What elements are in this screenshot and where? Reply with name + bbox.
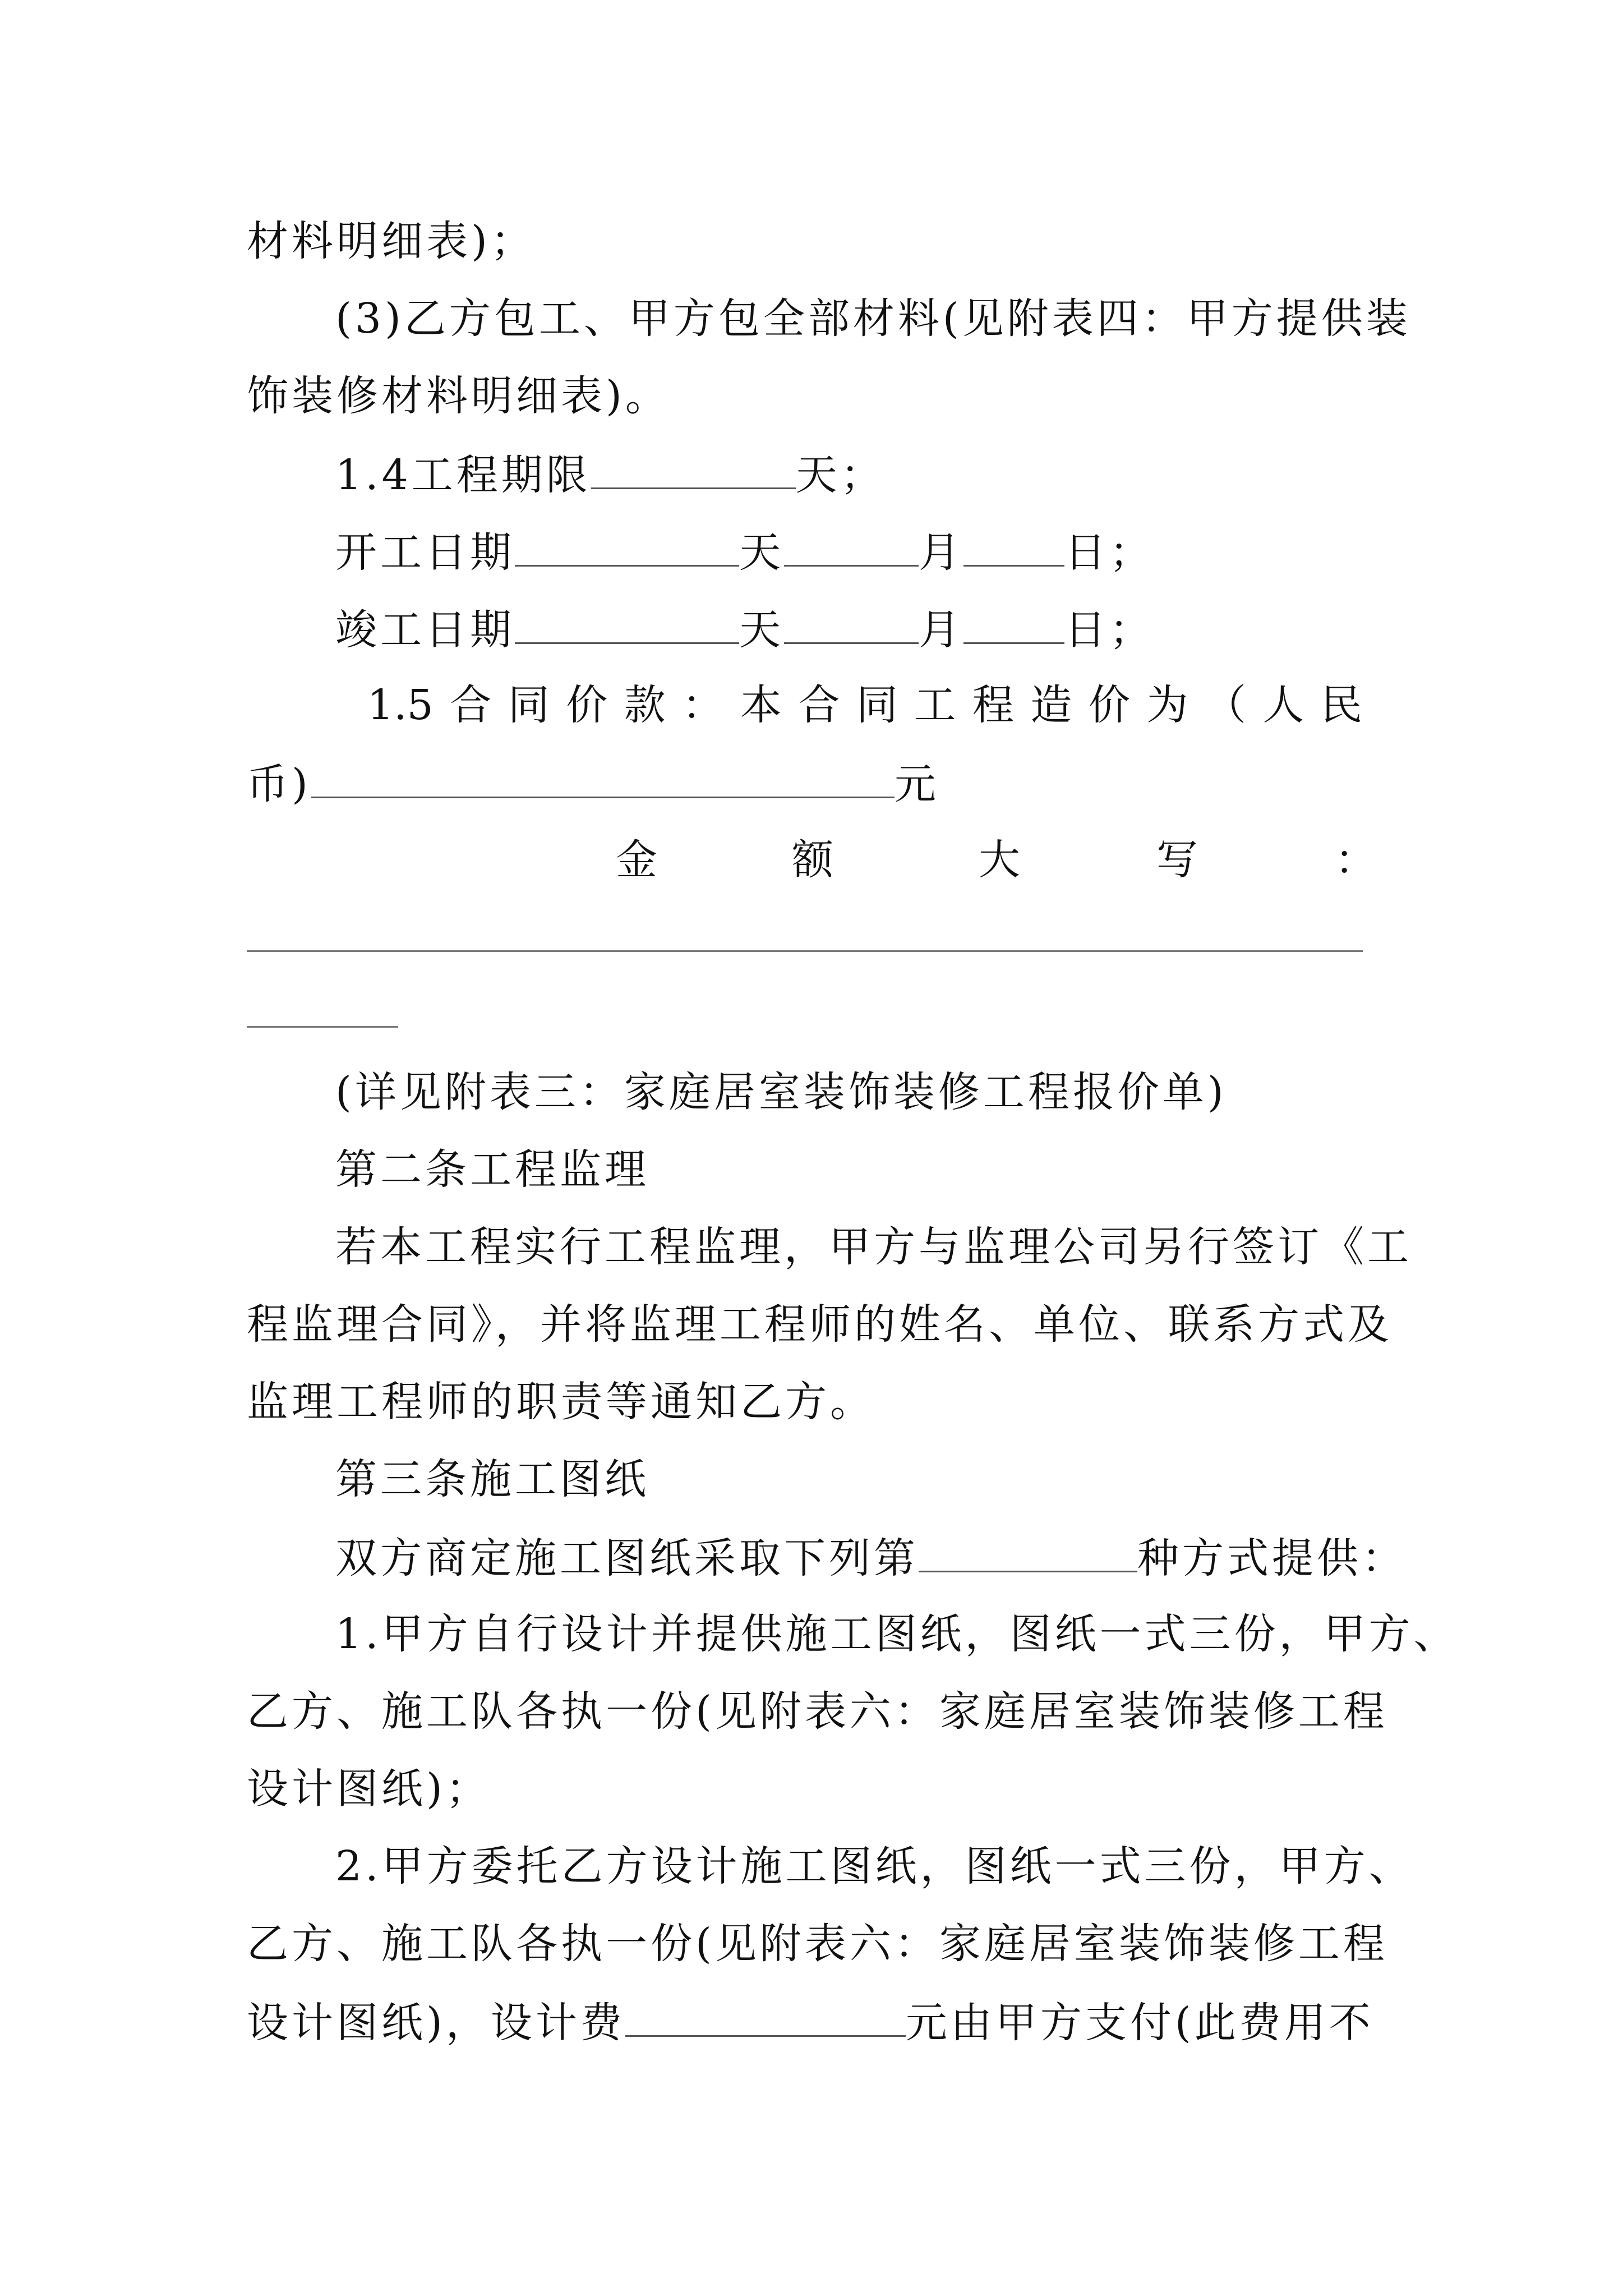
text-line: (3)乙方包工、甲方包全部材料(见附表四：甲方提供装 — [335, 295, 1411, 343]
text-line: 若本工程实行工程监理，甲方与监理公司另行签订《工 — [335, 1223, 1412, 1271]
amount-word: ： — [1335, 836, 1376, 884]
fill-blank — [515, 530, 739, 567]
term-line — [335, 451, 886, 499]
text-line: (详见附表三：家庭居室装饰装修工程报价单) — [335, 1068, 1227, 1116]
label: 元 — [894, 760, 939, 808]
amount-word: 大 — [979, 836, 1020, 884]
text-line: 设计图纸)； — [247, 1765, 491, 1813]
fill-blank — [963, 608, 1064, 644]
fill-blank — [919, 1536, 1137, 1572]
label: 设计图纸)，设计费 — [247, 1999, 625, 2047]
label: 日； — [1064, 528, 1154, 577]
section-heading: 第三条施工图纸 — [335, 1455, 649, 1503]
fill-blank — [311, 762, 895, 798]
text-line: 材料明细表)； — [247, 217, 536, 265]
label: 元由甲方支付(此费用不 — [905, 1999, 1374, 2047]
label: 天； — [795, 451, 886, 499]
label: 1.4工程期限 — [335, 451, 591, 499]
text-line: 乙方、施工队各执一份(见附表六：家庭居室装饰装修工程 — [247, 1687, 1388, 1736]
start-date-line — [335, 528, 1154, 577]
text-line: 2.甲方委托乙方设计施工图纸，图纸一式三份，甲方、 — [335, 1842, 1414, 1890]
fill-blank — [625, 2000, 906, 2037]
method-line — [335, 1534, 1407, 1582]
label: 日； — [1064, 606, 1154, 654]
fill-blank — [784, 608, 919, 644]
text-line: 饰装修材料明细表)。 — [247, 372, 670, 420]
fill-blank — [591, 453, 796, 489]
amount-word: 额 — [792, 836, 833, 884]
amount-word: 金 — [616, 836, 657, 884]
text-line: 监理工程师的职责等通知乙方。 — [247, 1378, 875, 1426]
text-line: 1.甲方自行设计并提供施工图纸，图纸一式三份，甲方、 — [335, 1610, 1459, 1658]
text-line: 乙方、施工队各执一份(见附表六：家庭居室装饰装修工程 — [247, 1920, 1388, 1968]
label: 天 — [739, 606, 784, 654]
design-fee-line — [247, 1999, 1374, 2047]
label: 双方商定施工图纸采取下列第 — [335, 1534, 919, 1582]
fill-blank — [247, 1026, 398, 1028]
label: 月 — [919, 528, 963, 577]
amount-word: 写 — [1156, 836, 1198, 884]
text-line: 1.5 合 同 价 款 ： 本 合 同 工 程 造 价 为 （ 人 民 — [367, 681, 1363, 729]
text-line: 程监理合同》，并将监理工程师的姓名、单位、联系方式及 — [247, 1300, 1393, 1349]
label: 开工日期 — [335, 528, 515, 577]
label: 币) — [247, 760, 311, 808]
label: 天 — [739, 528, 784, 577]
end-date-line — [335, 606, 1154, 654]
price-line — [247, 760, 939, 808]
label: 竣工日期 — [335, 606, 515, 654]
fill-blank — [784, 530, 919, 567]
fill-blank — [963, 530, 1064, 567]
section-heading: 第二条工程监理 — [335, 1145, 649, 1194]
fill-blank — [247, 950, 1363, 952]
label: 月 — [919, 606, 963, 654]
label: 种方式提供： — [1137, 1534, 1407, 1582]
fill-blank — [515, 608, 739, 644]
